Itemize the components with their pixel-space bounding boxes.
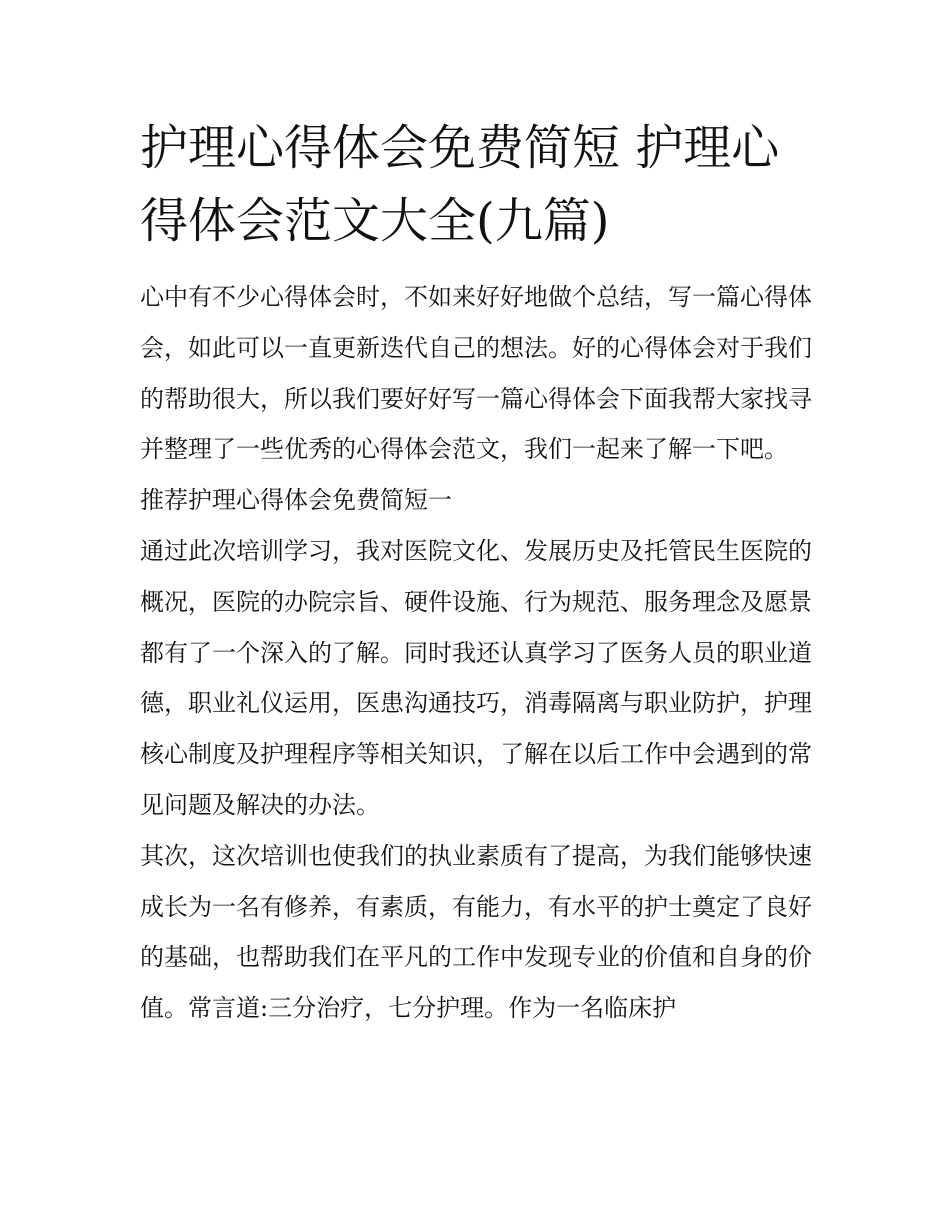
document-page xyxy=(140,112,812,1034)
paragraph-secondly: 其次，这次培训也使我们的执业素质有了提高，为我们能够快速成长为一名有修养，有素质，有能力，有水平的护士奠定了良好的基础，也帮助我们在平凡的工作中发现专业的价值和自身的价值。常言道:三分治疗，七分护理。作为一名临床护 xyxy=(140,841,812,1023)
document-title: 护理心得体会免费简短 护理心得体会范文大全(九篇) xyxy=(140,120,780,249)
paragraph-intro: 心中有不少心得体会时，不如来好好地做个总结，写一篇心得体会，如此可以一直更新迭代自己的想法。好的心得体会对于我们的帮助很大，所以我们要好好写一篇心得体会下面我帮大家找寻并整理了一些优秀的心得体会范文，我们一起来了解一下吧。 xyxy=(140,283,812,464)
paragraph-training: 通过此次培训学习，我对医院文化、发展历史及托管民生医院的概况，医院的办院宗旨、硬件设施、行为规范、服务理念及愿景都有了一个深入的了解。同时我还认真学习了医务人员的职业道德，职业礼仪运用，医患沟通技巧，消毒隔离与职业防护，护理核心制度及护理程序等相关知识，了解在以后工作中会遇到的常见问题及解决的办法。 xyxy=(140,536,812,819)
section-heading: 推荐护理心得体会免费简短一 xyxy=(140,486,452,515)
